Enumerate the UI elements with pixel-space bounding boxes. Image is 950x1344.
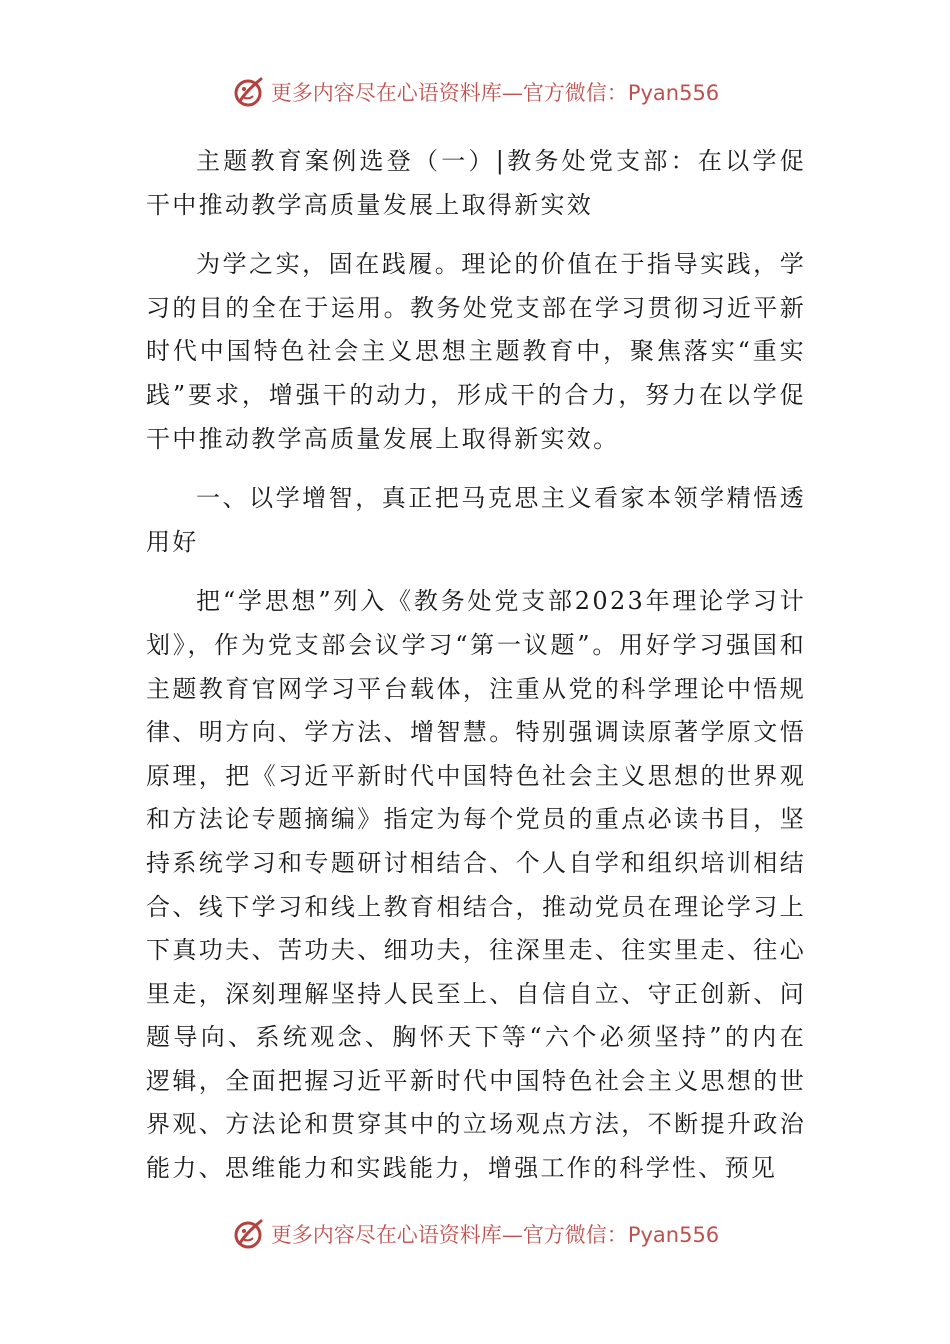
banner-wechat-label: 官方微信： [522, 1223, 628, 1247]
header-watermark-banner [0, 70, 950, 114]
document-title: 主题教育案例选登（一）|教务处党支部：在以学促干中推动教学高质量发展上取得新实效 [146, 147, 806, 219]
banner-slogan: 更多内容尽在心语资料库 [270, 81, 502, 105]
banner-text [271, 1219, 719, 1249]
banner-separator: — [501, 81, 523, 105]
banner-separator: — [501, 1223, 523, 1247]
footer-watermark-banner [0, 1212, 950, 1256]
section-heading-1: 一、以学增智，真正把马克思主义看家本领学精悟透用好 [146, 484, 806, 556]
intro-paragraph: 为学之实，固在践履。理论的价值在于指导实践，学习的目的全在于运用。教务处党支部在学习贯彻习近平新时代中国特色社会主义思想主题教育中，聚焦落实“重实践”要求，增强干的动力，形成干的合力，努力在以学促干中推动教学高质量发展上取得新实效。 [146, 250, 806, 453]
banner-wechat-id: Pyan556 [627, 1223, 720, 1247]
banner-text [271, 77, 719, 107]
banner-wechat-label: 官方微信： [522, 81, 628, 105]
document-body [146, 140, 806, 1191]
banner-slogan: 更多内容尽在心语资料库 [270, 1223, 502, 1247]
section-1-paragraph: 把“学思想”列入《教务处党支部2023年理论学习计划》，作为党支部会议学习“第一议题”。用好学习强国和主题教育官网学习平台载体，注重从党的科学理论中悟规律、明方向、学方法、增智慧。特别强调读原著学原文悟原理，把《习近平新时代中国特色社会主义思想的世界观和方法论专题摘编》指定为每个党员的重点必读书目，坚持系统学习和专题研讨相结合、个人自学和组织培训相结合、线下学习和线上教育相结合，推动党员在理论学习上下真功夫、苦功夫、细功夫，往深里走、往实里走、往心里走，深刻理解坚持人民至上、自信自立、守正创新、问题导向、系统观念、胸怀天下等“六个必须坚持”的内在逻辑，全面把握习近平新时代中国特色社会主义思想的世界观、方法论和贯穿其中的立场观点方法，不断提升政治能力、思维能力和实践能力，增强工作的科学性、预见 [146, 587, 806, 1183]
banner-wechat-id: Pyan556 [627, 81, 720, 105]
brush-logo-icon [231, 1217, 265, 1251]
brush-logo-icon [231, 75, 265, 109]
